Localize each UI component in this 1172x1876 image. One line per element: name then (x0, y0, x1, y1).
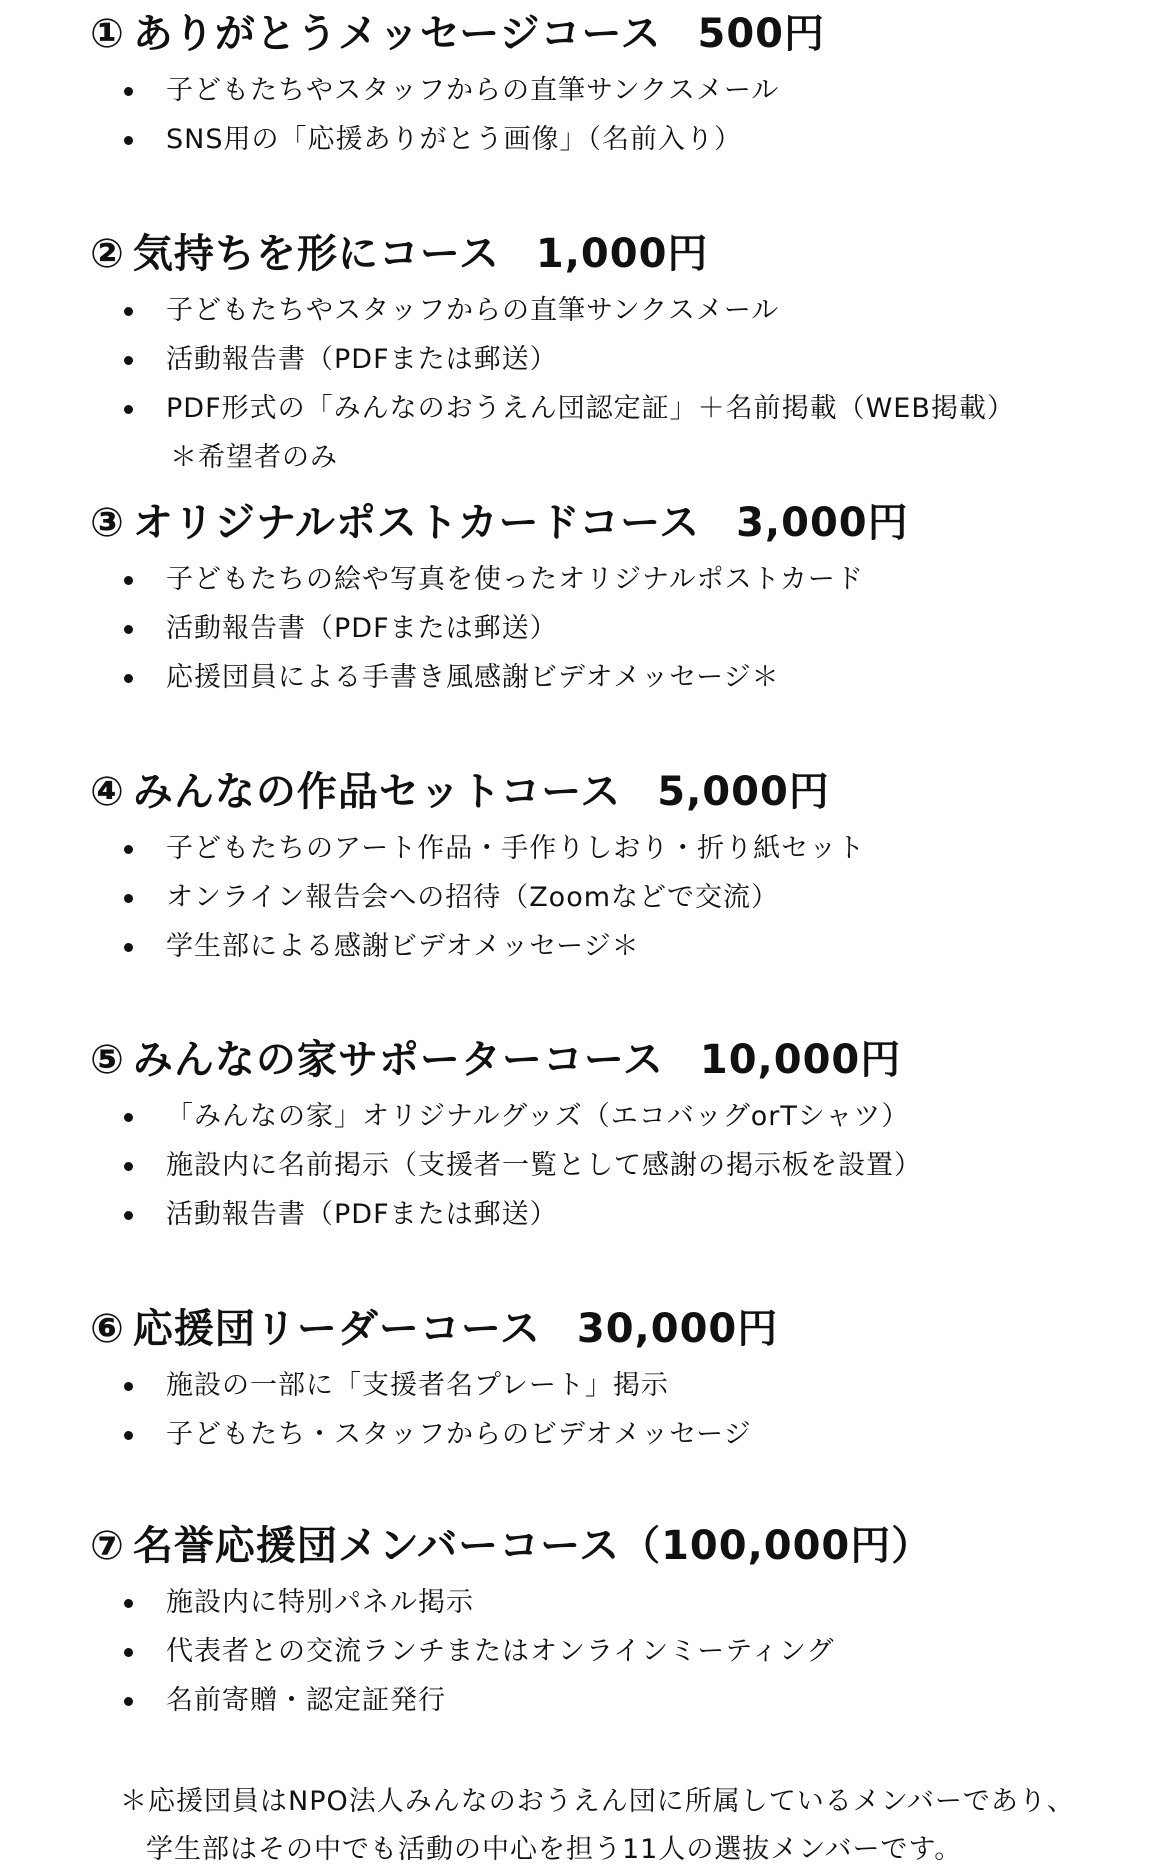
benefit-item: 活動報告書（PDFまたは郵送） (90, 604, 1150, 653)
course-price: （100,000円） (620, 1523, 933, 1569)
course-heading (90, 1032, 1150, 1088)
course-heading (90, 764, 1150, 820)
benefit-item: 子どもたちやスタッフからの直筆サンクスメール (90, 66, 1150, 115)
course-4 (90, 764, 1150, 971)
benefit-item: 名前寄贈・認定証発行 (90, 1676, 1150, 1725)
course-name: オリジナルポストカードコース (132, 500, 701, 546)
course-number: ⑤ (90, 1037, 125, 1083)
course-5 (90, 1032, 1150, 1239)
course-benefits-list (90, 1092, 1150, 1239)
course-benefits-list (90, 1361, 1150, 1459)
course-number: ② (90, 231, 125, 277)
course-7 (90, 1518, 1150, 1725)
course-price: 30,000円 (576, 1306, 779, 1352)
course-name: みんなの作品セットコース (132, 769, 622, 815)
course-benefits-list (90, 1578, 1150, 1725)
course-benefits-list (90, 555, 1150, 702)
course-6 (90, 1301, 1150, 1459)
course-1 (90, 6, 1150, 164)
benefit-item: 子どもたち・スタッフからのビデオメッセージ (90, 1410, 1150, 1459)
course-number: ⑥ (90, 1306, 125, 1352)
course-heading (90, 1301, 1150, 1357)
benefit-item: 活動報告書（PDFまたは郵送） (90, 335, 1150, 384)
benefit-item: SNS用の「応援ありがとう画像」（名前入り） (90, 115, 1150, 164)
benefit-item: 「みんなの家」オリジナルグッズ（エコバッグorTシャツ） (90, 1092, 1150, 1141)
course-number: ⑦ (90, 1523, 125, 1569)
course-price: 1,000円 (535, 231, 709, 277)
footnote (120, 1778, 1160, 1874)
course-heading (90, 226, 1150, 282)
benefit-item: 子どもたちの絵や写真を使ったオリジナルポストカード (90, 555, 1150, 604)
course-price: 10,000円 (699, 1037, 902, 1083)
course-3 (90, 495, 1150, 702)
course-name: ありがとうメッセージコース (132, 11, 662, 57)
benefit-item: 施設内に特別パネル掲示 (90, 1578, 1150, 1627)
benefit-item: 活動報告書（PDFまたは郵送） (90, 1190, 1150, 1239)
benefit-item: 代表者との交流ランチまたはオンラインミーティング (90, 1627, 1150, 1676)
course-price: 5,000円 (657, 769, 830, 815)
course-heading (90, 495, 1150, 551)
course-number: ④ (90, 769, 125, 815)
course-price: 3,000円 (736, 500, 909, 546)
course-name: 気持ちを形にコース (132, 231, 500, 277)
course-name: みんなの家サポーターコース (132, 1037, 664, 1083)
course-benefits-list (90, 824, 1150, 971)
benefit-item: 子どもたちやスタッフからの直筆サンクスメール (90, 286, 1150, 335)
course-heading (90, 6, 1150, 62)
benefit-item: 応援団員による手書き風感謝ビデオメッセージ＊ (90, 653, 1150, 702)
benefit-item: PDF形式の「みんなのおうえん団認定証」＋名前掲載（WEB掲載） (90, 384, 1150, 433)
benefit-item: 子どもたちのアート作品・手作りしおり・折り紙セット (90, 824, 1150, 873)
course-name: 名誉応援団メンバーコース (132, 1523, 621, 1569)
benefit-item: 学生部による感謝ビデオメッセージ＊ (90, 922, 1150, 971)
benefit-item: オンライン報告会への招待（Zoomなどで交流） (90, 873, 1150, 922)
course-2 (90, 226, 1150, 482)
course-benefits-list (90, 286, 1150, 482)
course-number: ③ (90, 500, 125, 546)
footnote-line: 学生部はその中でも活動の中心を担う11人の選抜メンバーです。 (146, 1834, 963, 1865)
benefit-item: 施設の一部に「支援者名プレート」掲示 (90, 1361, 1150, 1410)
footnote-line: ＊応援団員はNPO法人みんなのおうえん団に所属しているメンバーであり、 (120, 1786, 1075, 1817)
course-name: 応援団リーダーコース (132, 1306, 541, 1352)
course-price: 500円 (697, 11, 825, 57)
course-heading (90, 1518, 1150, 1574)
benefit-note: ＊希望者のみ (170, 442, 338, 473)
course-number: ① (90, 11, 125, 57)
benefit-item: 施設内に名前掲示（支援者一覧として感謝の掲示板を設置） (90, 1141, 1150, 1190)
course-benefits-list (90, 66, 1150, 164)
